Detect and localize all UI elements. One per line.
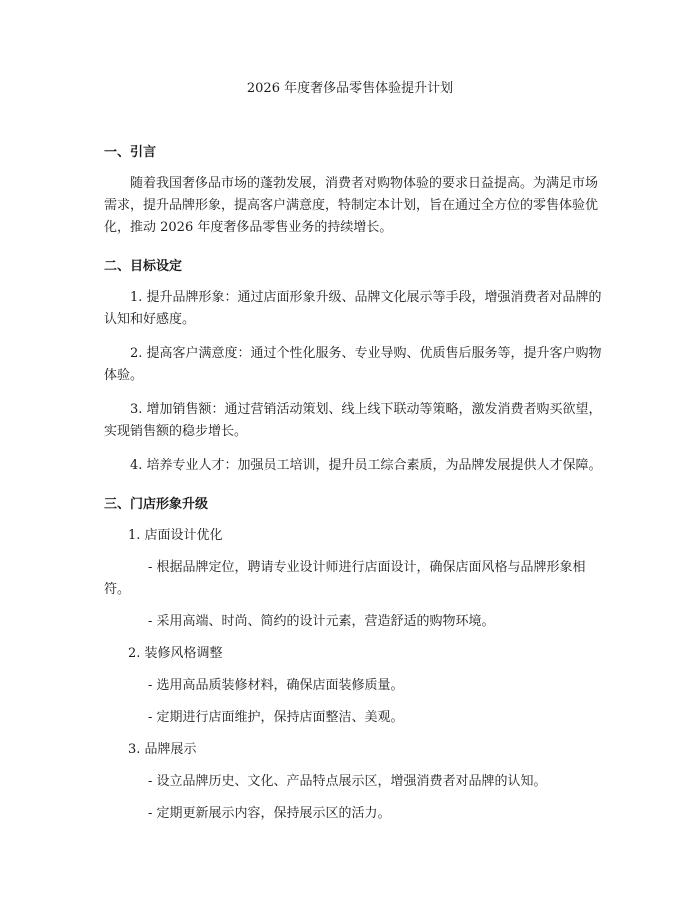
bullet-item: - 定期更新展示内容，保持展示区的活力。	[148, 806, 391, 821]
goal-item: 1. 提升品牌形象：通过店面形象升级、品牌文化展示等手段，增强消费者对品牌的认知和好感度。	[104, 290, 602, 327]
bullet-item: - 选用高品质装修材料，确保店面装修质量。	[148, 678, 404, 693]
goal-item: 2. 提高客户满意度：通过个性化服务、专业导购、优质售后服务等，提升客户购物体验。	[104, 346, 602, 383]
subsection-label: 1. 店面设计优化	[128, 528, 223, 543]
introduction-paragraph: 随着我国奢侈品市场的蓬勃发展，消费者对购物体验的要求日益提高。为满足市场需求，提升品牌形象，提高客户满意度，特制定本计划，旨在通过全方位的零售体验优化，推动 2026 年度奢侈品零售业务的持续增长。	[104, 176, 599, 235]
bullet-item: - 定期进行店面维护，保持店面整洁、美观。	[148, 710, 404, 725]
goal-item: 4. 培养专业人才：加强员工培训，提升员工综合素质，为品牌发展提供人才保障。	[130, 458, 602, 473]
bullet-item: - 设立品牌历史、文化、产品特点展示区，增强消费者对品牌的认知。	[148, 774, 547, 789]
document-body	[104, 143, 604, 835]
subsection-label: 2. 装修风格调整	[128, 646, 223, 661]
section-heading-introduction: 一、引言	[104, 145, 157, 160]
bullet-item: - 根据品牌定位，聘请专业设计师进行店面设计，确保店面风格与品牌形象相符。	[104, 560, 586, 597]
bullet-item: - 采用高端、时尚、简约的设计元素，营造舒适的购物环境。	[148, 614, 495, 629]
section-heading-goals: 二、目标设定	[104, 259, 183, 274]
subsection-label: 3. 品牌展示	[128, 742, 197, 757]
document-title: 2026 年度奢侈品零售体验提升计划	[246, 81, 454, 96]
section-heading-store-upgrade: 三、门店形象升级	[104, 497, 209, 512]
goal-item: 3. 增加销售额：通过营销活动策划、线上线下联动等策略，激发消费者购买欲望，实现销售额的稳步增长。	[104, 402, 602, 439]
